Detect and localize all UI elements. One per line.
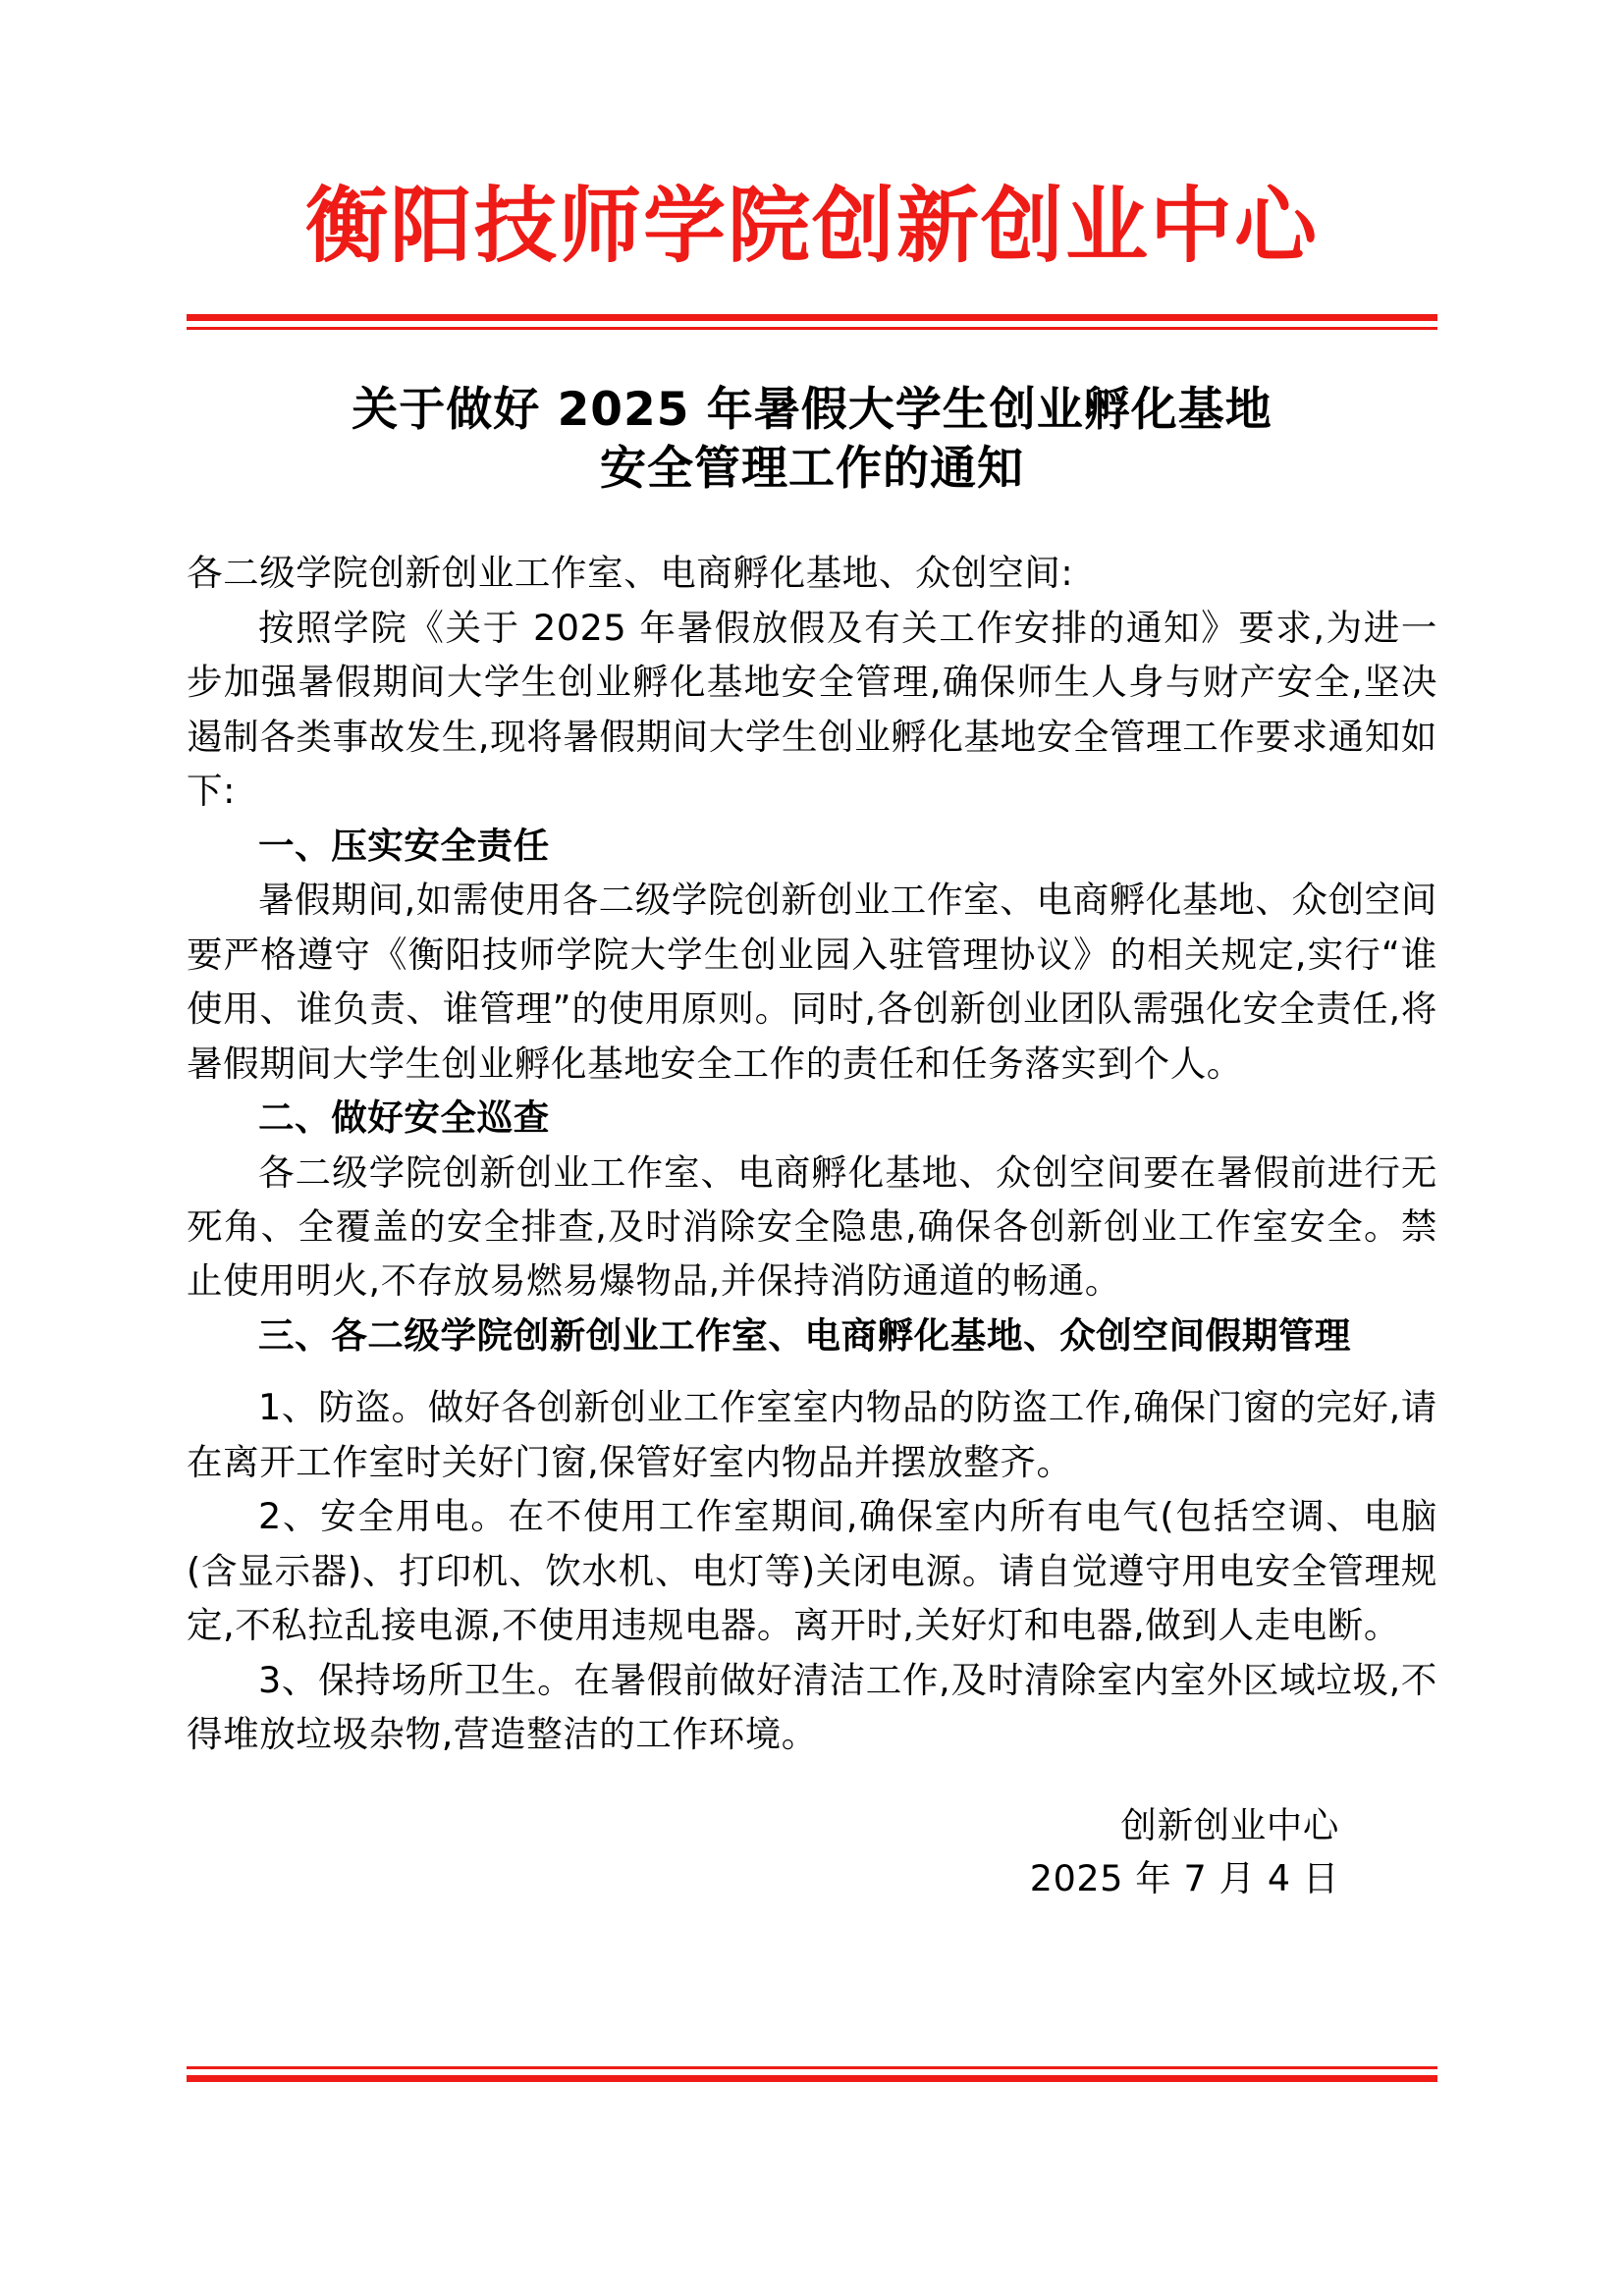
footer-divider	[187, 2066, 1437, 2082]
signature-organization: 创新创业中心	[1120, 1803, 1339, 1846]
footer-divider-thick-rule	[187, 2075, 1437, 2082]
section-heading-2: 二、做好安全巡查	[258, 1096, 550, 1140]
document-body	[187, 546, 1437, 1761]
document-title	[187, 381, 1437, 499]
header-divider	[187, 314, 1437, 330]
masthead	[187, 0, 1437, 274]
signature-block	[187, 1799, 1437, 1907]
document-title-line-2: 安全管理工作的通知	[600, 442, 1024, 497]
addressee-line: 各二级学院创新创业工作室、电商孵化基地、众创空间:	[187, 552, 1074, 595]
signature-date: 2025 年 7 月 4 日	[1029, 1857, 1339, 1900]
section-body-1: 暑假期间,如需使用各二级学院创新创业工作室、电商孵化基地、众创空间要严格遵守《衡阳技师学院大学生创业园入驻管理协议》的相关规定,实行“谁使用、谁负责、谁管理”的使用原则。同时,各创新创业团队需强化安全责任,将暑假期间大学生创业孵化基地安全工作的责任和任务落实到个人。	[187, 879, 1437, 1085]
list-item-2: 2、安全用电。在不使用工作室期间,确保室内所有电气(包括空调、电脑(含显示器)、打印机、饮水机、电灯等)关闭电源。请自觉遵守用电安全管理规定,不私拉乱接电源,不使用违规电器。离开时,关好灯和电器,做到人走电断。	[187, 1495, 1437, 1647]
header-divider-thin-rule	[187, 327, 1437, 330]
section-body-2: 各二级学院创新创业工作室、电商孵化基地、众创空间要在暑假前进行无死角、全覆盖的安全排查,及时消除安全隐患,确保各创新创业工作室安全。禁止使用明火,不存放易燃易爆物品,并保持消防通道的畅通。	[187, 1150, 1437, 1303]
section-heading-1: 一、压实安全责任	[258, 824, 550, 867]
section-heading-3: 三、各二级学院创新创业工作室、电商孵化基地、众创空间假期管理	[258, 1313, 1351, 1357]
list-item-1: 1、防盗。做好各创新创业工作室室内物品的防盗工作,确保门窗的完好,请在离开工作室时关好门窗,保管好室内物品并摆放整齐。	[187, 1386, 1437, 1483]
intro-paragraph: 按照学院《关于 2025 年暑假放假及有关工作安排的通知》要求,为进一步加强暑假期间大学生创业孵化基地安全管理,确保师生人身与财产安全,坚决遏制各类事故发生,现将暑假期间大学生创业孵化基地安全管理工作要求通知如下:	[187, 606, 1437, 813]
masthead-organization-title: 衡阳技师学院创新创业中心	[304, 177, 1319, 274]
header-divider-thick-rule	[187, 314, 1437, 321]
document-title-line-1: 关于做好 2025 年暑假大学生创业孵化基地	[352, 383, 1272, 438]
list-item-3: 3、保持场所卫生。在暑假前做好清洁工作,及时清除室内室外区域垃圾,不得堆放垃圾杂物,营造整洁的工作环境。	[187, 1658, 1437, 1756]
